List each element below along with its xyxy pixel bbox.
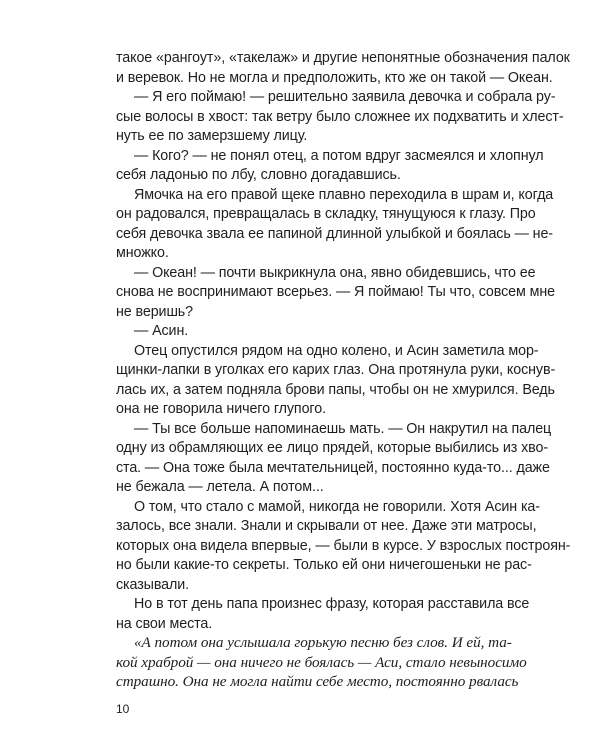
- text-line: — Океан! — почти выкрикнула она, явно обидевшись, что ее: [134, 264, 536, 281]
- page-number: 10: [116, 702, 130, 716]
- text-line: она не говорила ничего глупого.: [116, 401, 326, 417]
- text-line: Но в тот день папа произнес фразу, которая расставила все: [134, 596, 530, 612]
- text-line: — Асин.: [134, 323, 189, 339]
- text-line: себя девочка звала ее папиной длинной улыбкой и боялась — не-: [116, 225, 553, 242]
- text-line: себя ладонью по лбу, словно догадавшись.: [116, 167, 401, 183]
- italic-text-line: кой храброй — она ничего не боялась — Аси, стало невыносимо: [116, 653, 527, 671]
- text-line: О том, что стало с мамой, никогда не говорили. Хотя Асин ка-: [134, 498, 540, 515]
- italic-text-line: страшно. Она не могла найти себе место, постоянно рвалась: [116, 673, 519, 690]
- text-line: сые волосы в хвост: так ветру было сложнее их подхватить и хлест-: [116, 108, 564, 125]
- text-line: сказывали.: [116, 576, 190, 593]
- text-line: одну из обрамляющих ее лицо прядей, которые выбились из хво-: [116, 440, 549, 456]
- text-line: множко.: [116, 245, 169, 261]
- text-line: не веришь?: [116, 303, 194, 320]
- text-line: — Я его поймаю! — решительно заявила девочка и собрала ру-: [134, 89, 556, 105]
- text-line: нуть ее по замерзшему лицу.: [116, 128, 308, 144]
- text-line: — Ты все больше напоминаешь мать. — Он накрутил на палец: [134, 420, 552, 437]
- text-line: Отец опустился рядом на одно колено, и Асин заметила мор-: [134, 342, 539, 359]
- text-line: снова не воспринимают всерьез. — Я поймаю! Ты что, совсем мне: [116, 284, 555, 300]
- text-line: лась их, а затем подняла брови папы, чтобы он не хмурился. Ведь: [116, 381, 555, 398]
- italic-text-line: «А потом она услышала горькую песню без слов. И ей, та-: [134, 634, 512, 651]
- text-line: которых она видела впервые, — были в курсе. У взрослых построян-: [116, 537, 571, 554]
- text-line: такое «рангоут», «такелаж» и другие непонятные обозначения палок: [116, 50, 570, 66]
- text-line: он радовался, превращалась в складку, тянущуюся к глазу. Про: [116, 206, 536, 222]
- text-line: — Кого? — не понял отец, а потом вдруг засмеялся и хлопнул: [134, 147, 544, 164]
- text-line: но были какие-то секреты. Только ей они ничегошеньки не рас-: [116, 557, 532, 573]
- text-line: на свои места.: [116, 615, 213, 632]
- text-line: и веревок. Но не могла и предположить, кто же он такой — Океан.: [116, 69, 553, 86]
- text-line: Ямочка на его правой щеке плавно переходила в шрам и, когда: [134, 186, 554, 203]
- text-line: ста. — Она тоже была мечтательницей, постоянно куда-то... даже: [116, 459, 550, 476]
- text-line: щинки-лапки в уголках его карих глаз. Она протянула руки, коснув-: [116, 362, 556, 378]
- text-line: не бежала — летела. А потом...: [116, 479, 324, 495]
- text-line: залось, все знали. Знали и скрывали от нее. Даже эти матросы,: [116, 518, 537, 534]
